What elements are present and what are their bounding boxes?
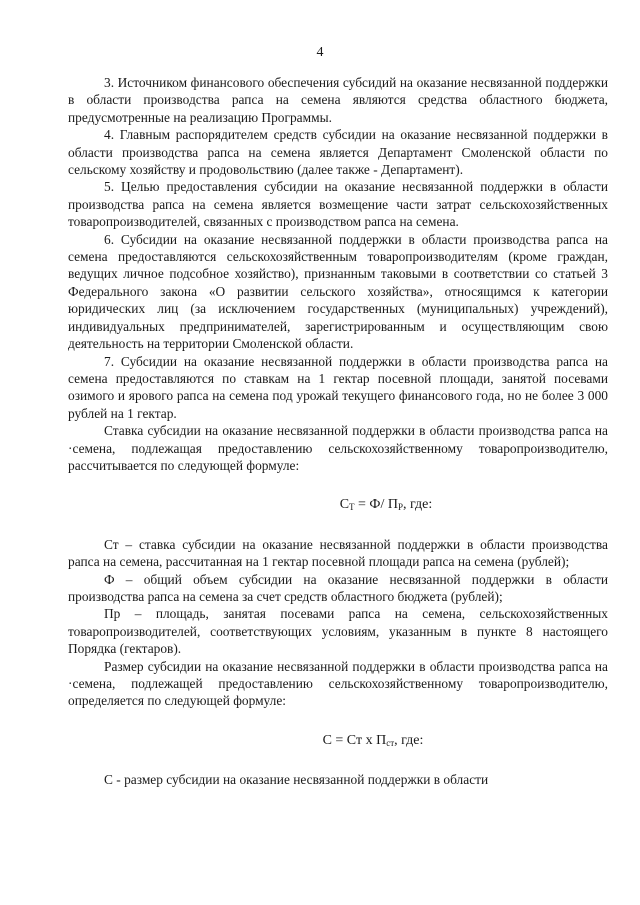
size-intro-paragraph: Размер субсидии на оказание несвязанной поддержки в области производства рапса на ·семена, подлежащей предоставлению сельскохозяйственному товаропроизводителю, определяется по следующей формуле: [68, 658, 608, 709]
rate-formula-left: С [339, 497, 350, 513]
document-body [68, 74, 608, 789]
paragraph-3: 3. Источником финансового обеспечения субсидий на оказание несвязанной поддержки в области производства рапса на семена являются средства областного бюджета, предусмотренные на реализацию Программы. [68, 75, 608, 125]
size-formula-tail: , где: [394, 732, 424, 748]
paragraph-5: 5. Целью предоставления субсидии на оказание несвязанной поддержки в области производства рапса на семена является возмещение части затрат сельскохозяйственных товаропроизводителей, связанных с производством рапса на семена. [68, 179, 608, 230]
rate-formula-tail: , где: [403, 497, 433, 513]
paragraph-7: 7. Субсидии на оказание несвязанной поддержки в области производства рапса на семена предоставляются по ставкам на 1 гектар посевной площади, занятой посевами озимого и ярового рапса на семена под урожай текущего финансового года, но не более 3 000 рублей на 1 гектар. [68, 353, 608, 421]
definition-ct: Ст – ставка субсидии на оказание несвязанной поддержки в области производства рапса на семена, рассчитанная на 1 гектар посевной площади рапса на семена (рублей); [68, 536, 608, 570]
rate-formula-right-sub: Р [398, 502, 404, 513]
size-formula [68, 732, 608, 749]
rate-intro-paragraph: Ставка субсидии на оказание несвязанной поддержки в области производства рапса на ·семена, подлежащая предоставлению сельскохозяйственному товаропроизводителю, рассчитывается по следующей формуле: [68, 423, 608, 473]
definition-f: Ф – общий объем субсидии на оказание несвязанной поддержки в области производства рапса на семена за счет средств областного бюджета (рублей); [68, 571, 608, 604]
definition-c: С - размер субсидии на оказание несвязанной поддержки в области [104, 772, 489, 788]
paragraph-4: 4. Главным распорядителем средств субсидии на оказание несвязанной поддержки в области производства рапса на семена является Департамент Смоленской области по сельскому хозяйству и продовольствию (далее также - Департамент). [68, 127, 608, 178]
rate-formula [68, 496, 608, 513]
rate-formula-middle: = Ф/ П [354, 497, 398, 513]
page-number: 4 [316, 45, 324, 60]
size-formula-text: С = Ст х П [322, 732, 387, 748]
size-formula-sub: ст [386, 737, 395, 748]
rate-formula-left-sub: Т [349, 502, 355, 513]
paragraph-6: 6. Субсидии на оказание несвязанной поддержки в области производства рапса на семена предоставляются сельскохозяйственным товаропроизводителям (кроме граждан, ведущих личное подсобное хозяйство), признанным таковыми в соответствии со статьей 3 Федерального закона «О развитии сельского хозяйства», относящимся к категории юридических лиц (за исключением государственных (муниципальных) учреждений), индивидуальных предпринимателей, зарегистрированным и осуществляющим свою деятельность на территории Смоленской области. [68, 231, 608, 352]
definition-pr: Пр – площадь, занятая посевами рапса на семена, сельскохозяйственных товаропроизводителей, соответствующих условиям, указанным в пункте 8 настоящего Порядка (гектаров). [68, 606, 608, 657]
